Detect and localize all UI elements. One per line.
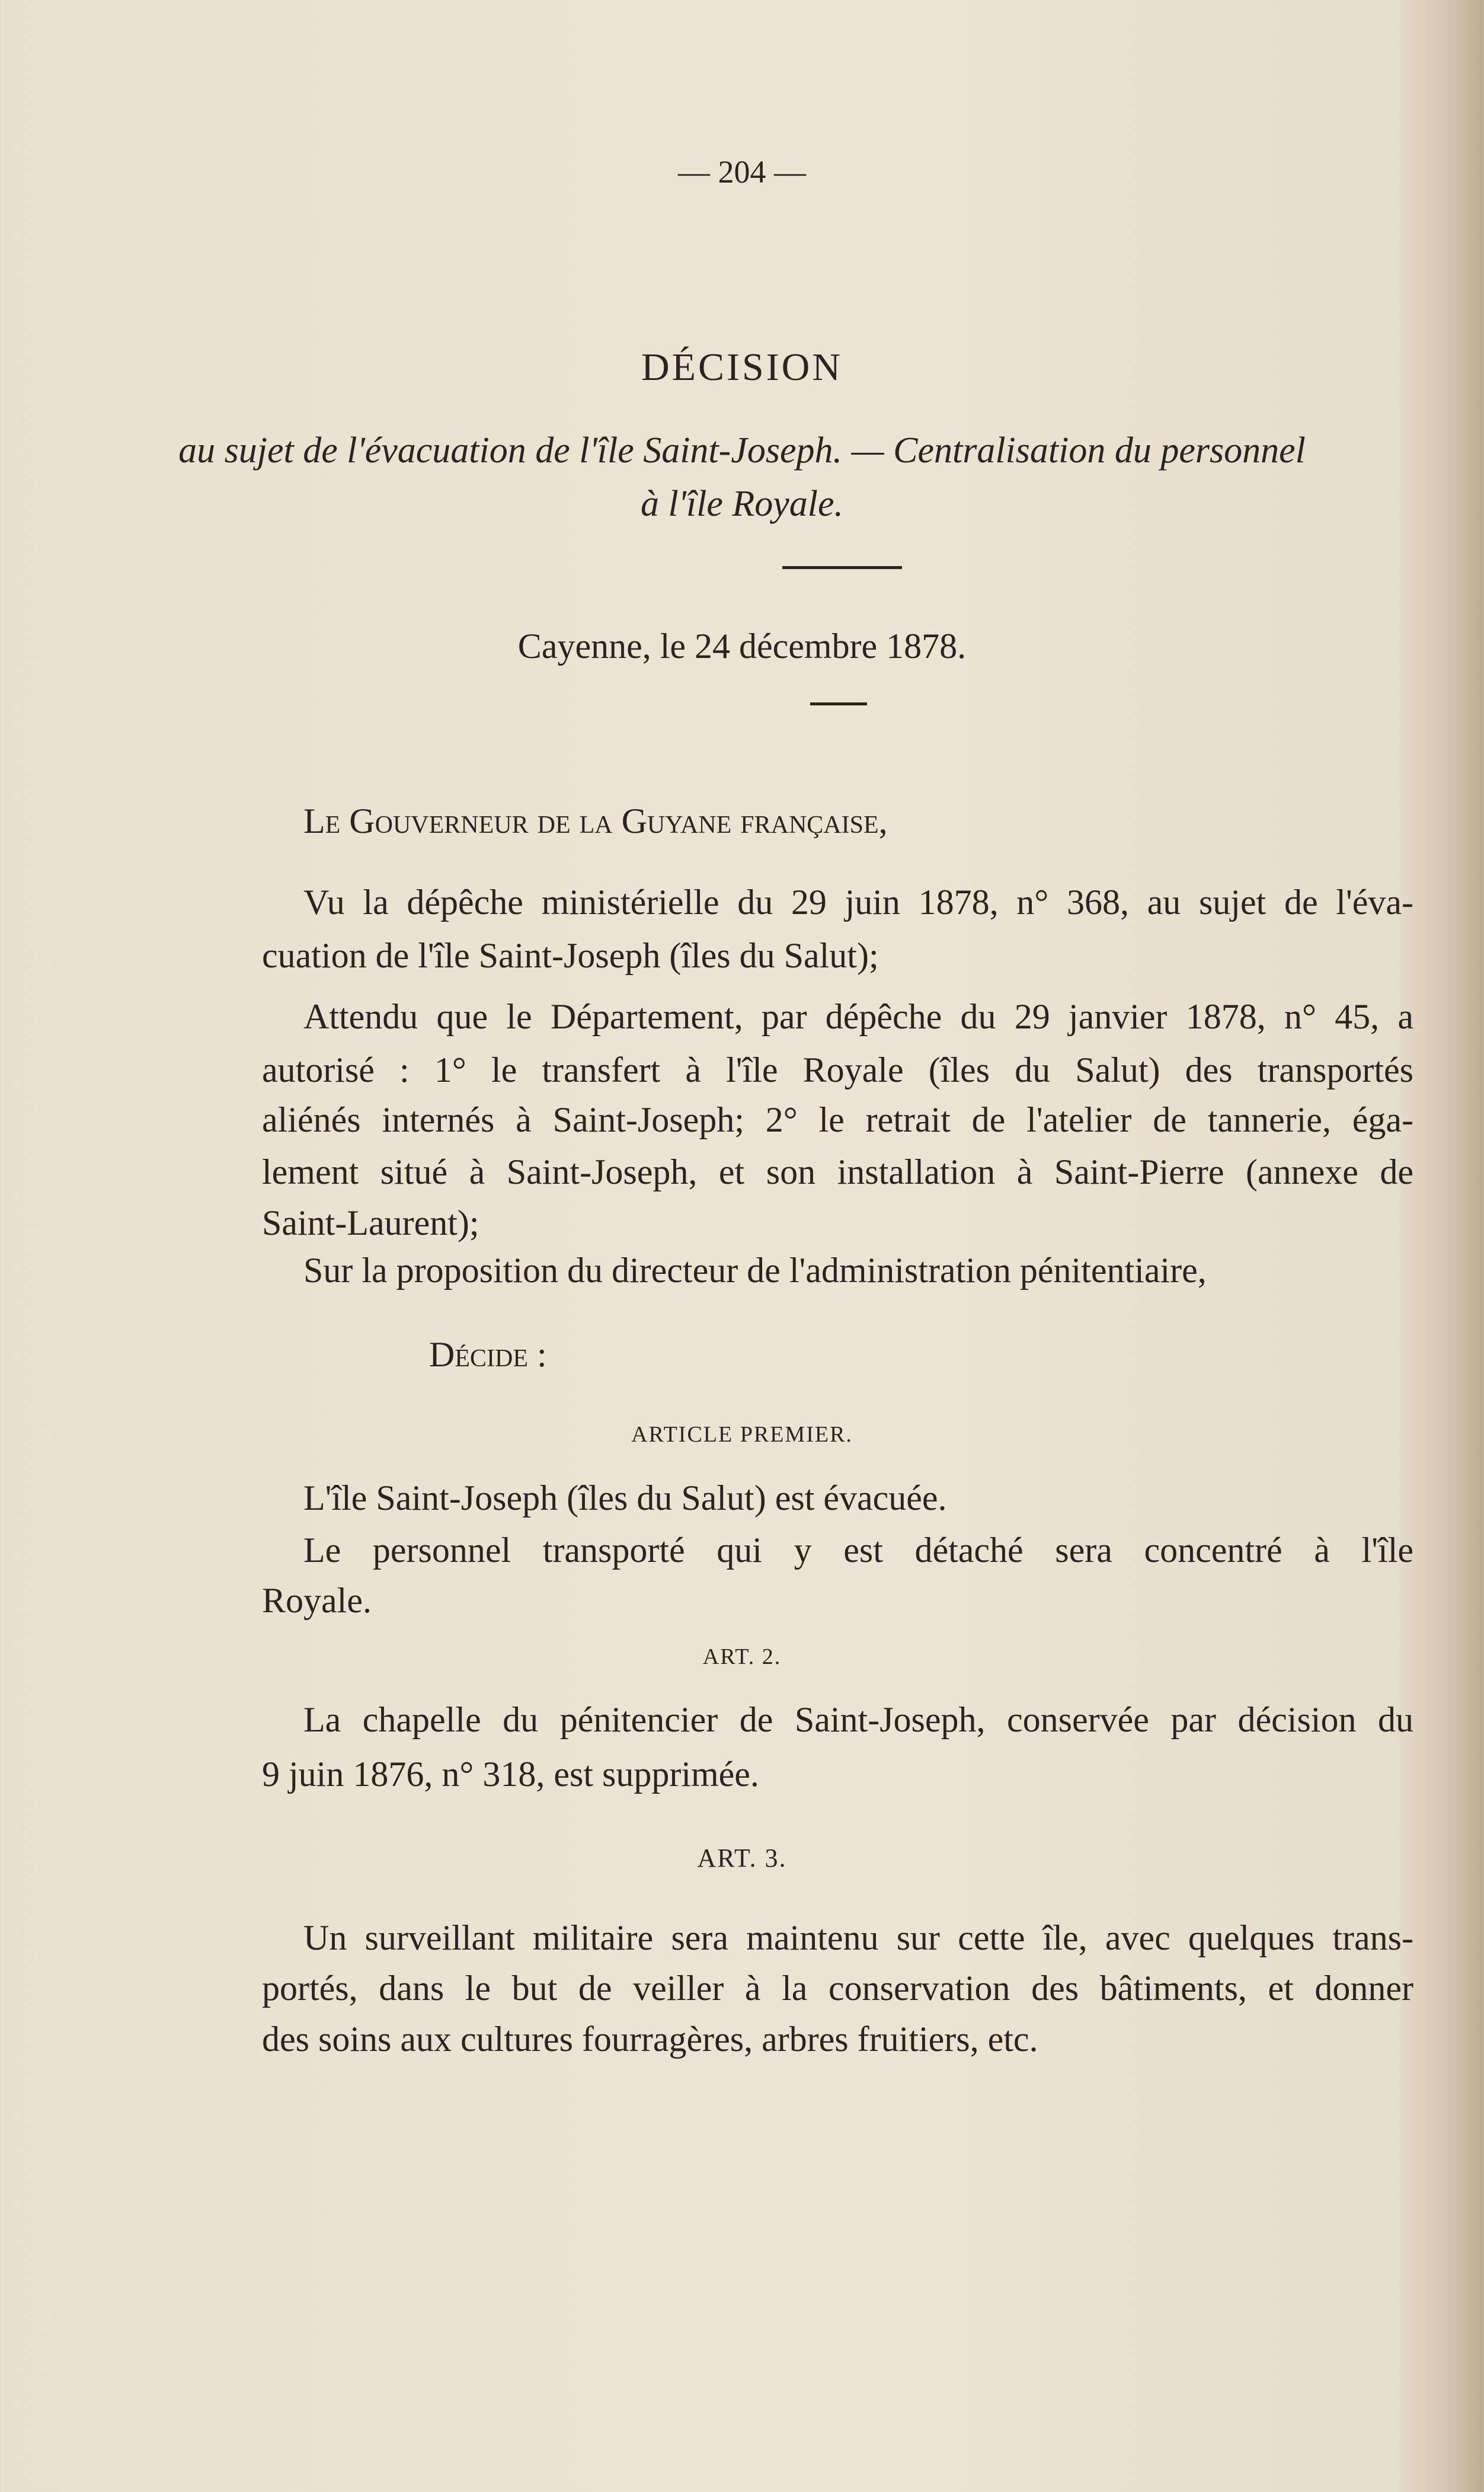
subtitle-line-1: au sujet de l'évacuation de l'île Saint-Joseph. — Centralisation du personnel [178,430,1306,471]
divider [810,702,867,705]
article-heading: ART. 2. [702,1644,782,1669]
article-line: L'île Saint-Joseph (îles du Salut) est évacuée. [303,1478,947,1517]
page-number: — 204 — [678,154,806,190]
preamble-line: Attendu que le Département, par dépêche du 29 janvier 1878, n° 45, a [303,997,1413,1036]
preamble-line: lement situé à Saint-Joseph, et son installation à Saint-Pierre (annexe de [262,1152,1413,1191]
article-line: des soins aux cultures fourragères, arbres fruitiers, etc. [262,2020,1038,2059]
divider [782,566,902,569]
dateline: Cayenne, le 24 décembre 1878. [517,627,967,666]
decision-title: DÉCISION [641,346,843,389]
preamble-line: cuation de l'île Saint-Joseph (îles du Salut); [262,936,879,975]
preamble-line: Saint-Laurent); [262,1203,479,1242]
article-line: portés, dans le but de veiller à la conservation des bâtiments, et donner [262,1969,1413,2008]
decide-heading: Décide : [429,1335,547,1374]
preamble-line: aliénés internés à Saint-Joseph; 2° le retrait de l'atelier de tannerie, éga- [262,1100,1413,1139]
article-heading: ARTICLE PREMIER. [631,1422,853,1447]
preamble-line: Sur la proposition du directeur de l'administration pénitentiaire, [303,1251,1207,1290]
article-line: Le personnel transporté qui y est détaché sera concentré à l'île [303,1531,1413,1570]
article-heading: ART. 3. [697,1844,787,1873]
article-line: La chapelle du pénitencier de Saint-Joseph, conservée par décision du [303,1700,1413,1739]
preamble-line: Vu la dépêche ministérielle du 29 juin 1878, n° 368, au sujet de l'éva- [303,883,1413,922]
article-line: Un surveillant militaire sera maintenu sur cette île, avec quelques trans- [303,1918,1413,1957]
article-line: Royale. [262,1581,372,1620]
preamble-line: autorisé : 1° le transfert à l'île Royale (îles du Salut) des transportés [262,1050,1413,1090]
article-line: 9 juin 1876, n° 318, est supprimée. [262,1755,759,1794]
issuer: Le Gouverneur de la Guyane française, [303,801,888,841]
subtitle-line-2: à l'île Royale. [640,484,844,524]
